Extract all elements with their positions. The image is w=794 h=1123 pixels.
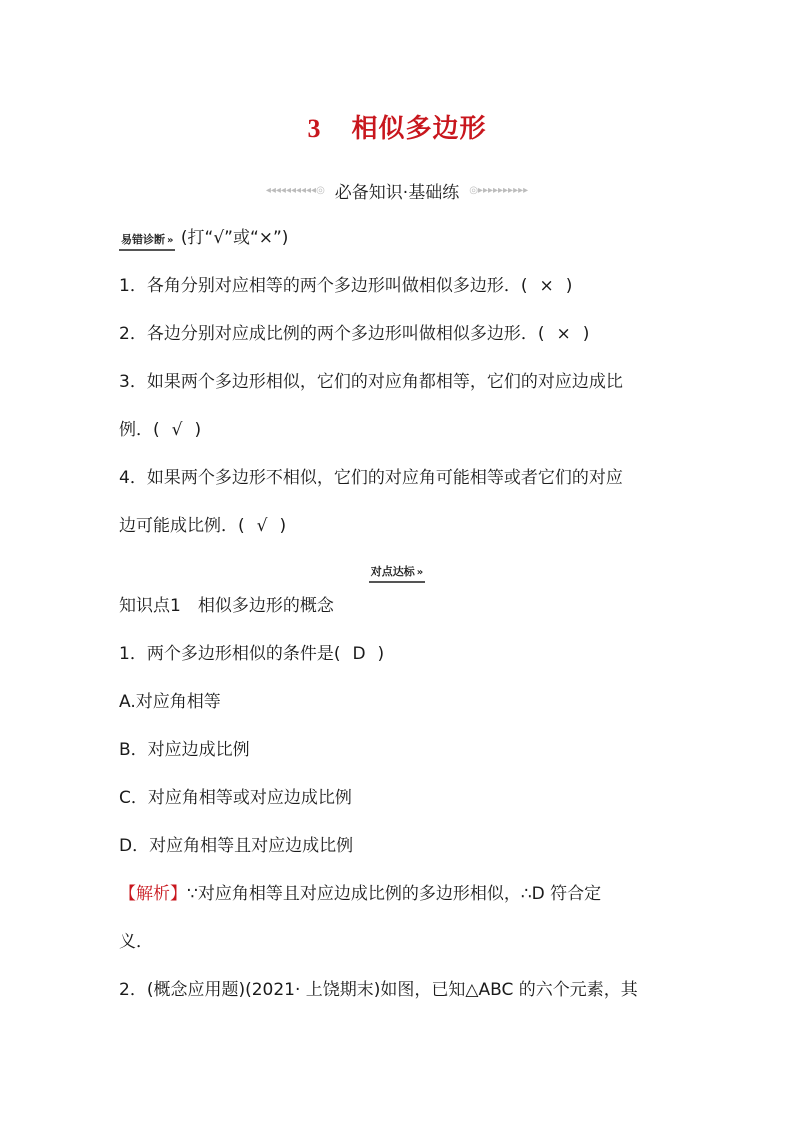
analysis-label: 【解析】 (119, 884, 187, 904)
diagnosis-header (119, 226, 288, 251)
analysis-text: ∵对应角相等且对应边成比例的多边形相似，∴D 符合定 (187, 884, 602, 904)
section-title: 相似多边形 (351, 114, 487, 144)
left-arrows-decoration: ◂◂◂◂◂◂◂◂◂◂◎ (265, 185, 325, 196)
option-d: D．对应角相等且对应边成比例 (119, 836, 354, 856)
option-b: B．对应边成比例 (119, 740, 250, 760)
answer-mark: × (539, 276, 554, 296)
option-a: A.对应角相等 (119, 692, 221, 712)
diagnosis-item-4: 4．如果两个多边形不相似，它们的对应角可能相等或者它们的对应 (119, 468, 623, 488)
diagnosis-item-2: 2．各边分别对应成比例的两个多边形叫做相似多边形．( × ) (119, 324, 590, 344)
answer-mark: × (556, 324, 571, 344)
page-title (0, 108, 794, 145)
section-number: 3 (307, 114, 322, 143)
right-arrows-decoration: ◎▸▸▸▸▸▸▸▸▸▸ (469, 185, 529, 196)
question-1-stem: 1．两个多边形相似的条件是( D ) (119, 644, 385, 664)
answer-mark: D (352, 644, 366, 664)
knowledge-point: 知识点1 相似多边形的概念 (119, 596, 334, 616)
chevron-right-icon: » (167, 235, 174, 246)
banner-label: 必备知识·基础练 (334, 183, 460, 203)
diagnosis-item-1: 1．各角分别对应相等的两个多边形叫做相似多边形．( × ) (119, 276, 573, 296)
option-c: C．对应角相等或对应边成比例 (119, 788, 352, 808)
practice-header (0, 560, 794, 583)
practice-tag: 对点达标 » (369, 565, 425, 583)
chevron-right-icon: » (416, 567, 424, 578)
diagnosis-item-3: 3．如果两个多边形相似，它们的对应角都相等，它们的对应边成比 (119, 372, 623, 392)
analysis (119, 882, 601, 906)
diagnosis-instruction: (打“√”或“×”) (180, 228, 289, 248)
diagnosis-item-3-continued: 例．( √ ) (119, 420, 202, 440)
section-banner (0, 178, 794, 203)
answer-mark: √ (171, 420, 183, 440)
diagnosis-tag: 易错诊断 » (119, 233, 175, 251)
diagnosis-item-4-continued: 边可能成比例．( √ ) (119, 516, 287, 536)
analysis-continued: 义． (119, 932, 153, 952)
answer-mark: √ (256, 516, 268, 536)
question-2-stem: 2．(概念应用题)(2021· 上饶期末)如图，已知△ABC 的六个元素，其 (119, 980, 638, 1000)
